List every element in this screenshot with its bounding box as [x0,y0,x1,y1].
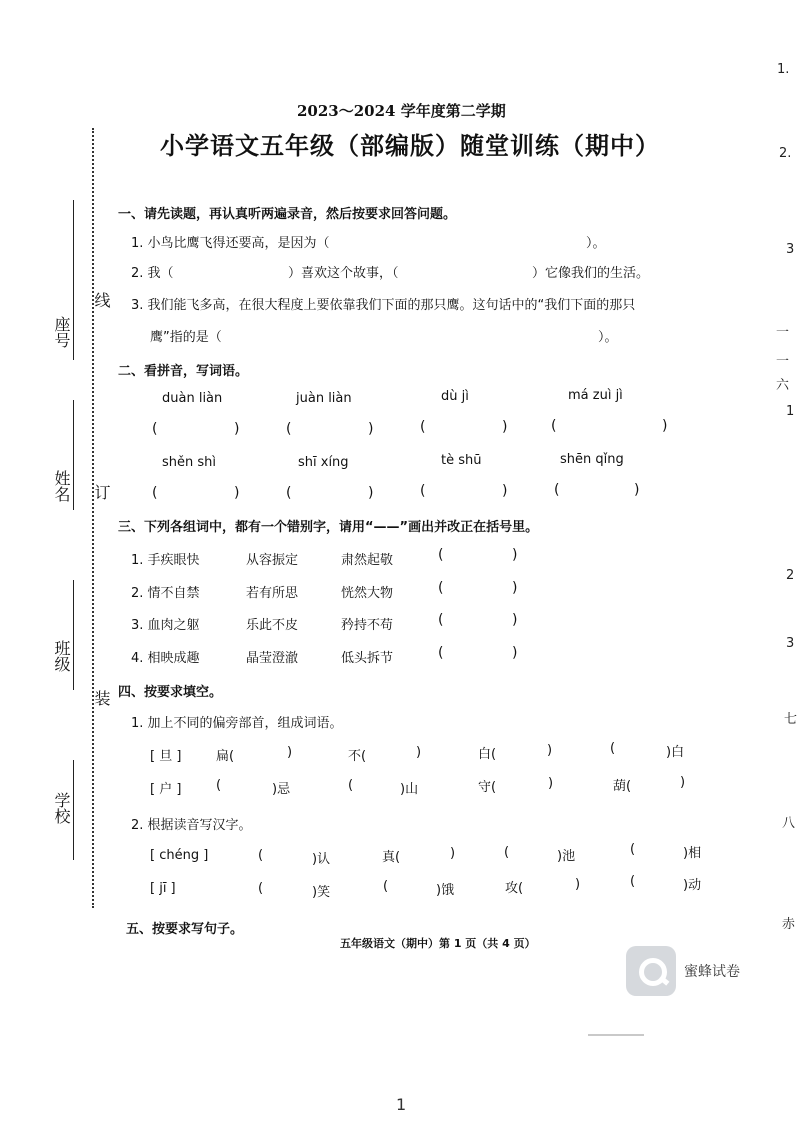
ji-b: ( [383,879,389,894]
edge-mark: 七 [784,712,797,727]
q2-part-c: ）它像我们的生活。 [532,266,650,281]
sound-cheng-label: [ chéng ] [150,848,209,863]
answer-paren-close: ) [502,483,508,499]
cheng-d: ( [630,842,636,857]
word-group-3-w3: 矜持不苟 [341,618,394,633]
answer-paren-close: ) [512,580,518,596]
q2-part-b: ）喜欢这个故事，（ [288,266,399,281]
section-3-heading: 三、下列各组词中，都有一个错别字，请用“——”画出并改正在括号里。 [118,520,539,535]
word-group-4: 4. 相映成趣 [131,651,200,666]
edge-mark: 1 [786,404,795,419]
cheng-d2: )相 [683,846,702,861]
edge-mark: 2 [786,568,795,583]
section-5-heading: 五、按要求写句子。 [126,922,244,937]
pinyin-4: má zuì jì [568,388,623,403]
q1-text: 1. 小鸟比鹰飞得还要高，是因为（ [131,236,330,251]
answer-paren-close: ) [512,612,518,628]
cheng-c: ( [504,845,510,860]
section-2-heading: 二、看拼音，写词语。 [118,364,249,379]
radical-hu-label: [ 户 ] [150,782,182,797]
pinyin-8: shēn qǐng [560,452,624,467]
hu-a2: )忌 [272,782,291,797]
answer-paren-open: ( [420,483,426,499]
answer-paren-close: ) [662,418,668,434]
answer-paren-open: ( [152,421,158,437]
school-underline [73,760,74,860]
pinyin-1: duàn liàn [162,391,223,406]
edge-mark: 一 [776,354,790,369]
scan-smudge [588,1034,644,1036]
answer-paren-close: ) [234,485,240,501]
edge-mark: 2. [779,146,792,161]
pinyin-2: juàn liàn [296,391,352,406]
word-group-3: 3. 血肉之躯 [131,618,200,633]
q3-end: ）。 [598,330,618,345]
ji-a2: )笑 [312,885,331,900]
seat-underline [73,200,74,360]
hu-b: ( [348,778,354,793]
answer-paren-open: ( [554,482,560,498]
section-1-heading: 一、请先读题，再认真听两遍录音，然后按要求回答问题。 [118,207,457,222]
brand-name: 蜜蜂试卷 [684,964,740,980]
edge-mark: 3 [786,636,795,651]
ji-d2: )动 [683,878,702,893]
cheng-b2: ) [450,846,456,861]
radical-dan-label: [ 旦 ] [150,749,182,764]
hu-c2: ) [548,776,554,791]
answer-paren-open: ( [152,485,158,501]
ji-d: ( [630,874,636,889]
dan-a: 扁( [216,749,235,764]
dan-c: 白( [478,747,497,762]
answer-paren-open: ( [420,419,426,435]
section-4-sub-2: 2. 根据读音写汉字。 [131,818,252,833]
pinyin-7: tè shū [441,453,482,468]
dan-d2: )白 [666,745,685,760]
q1-end: ）。 [586,236,606,251]
cheng-a2: )认 [312,852,331,867]
answer-paren-open: ( [438,580,444,596]
cheng-c2: )池 [557,849,576,864]
ji-c2: ) [575,877,581,892]
answer-paren-close: ) [512,645,518,661]
pinyin-6: shī xíng [298,455,349,470]
hu-c: 守( [478,780,497,795]
edge-mark: 一 [776,325,790,340]
seat-label: 座号 [52,316,71,348]
hu-b2: )山 [400,782,419,797]
ji-b2: )饿 [436,883,455,898]
edge-mark: 赤 [782,917,796,932]
page-info: 五年级语文（期中）第 1 页（共 4 页） [340,937,536,950]
dan-b2: ) [416,745,422,760]
edge-mark: 1. [777,62,790,77]
word-group-3-w2: 乐此不皮 [246,618,299,633]
binding-dotted-line [92,128,94,908]
answer-paren-close: ) [234,421,240,437]
class-label: 班级 [52,640,71,672]
xian-label: 线 [92,292,111,308]
sound-ji-label: [ jī ] [150,881,176,896]
word-group-1-w2: 从容振定 [246,553,299,568]
section-4-sub-1: 1. 加上不同的偏旁部首，组成词语。 [131,716,343,731]
ji-c: 攻( [505,881,524,896]
school-label: 学校 [52,792,71,824]
ji-a: ( [258,881,264,896]
hu-a: ( [216,778,222,793]
word-group-2-w3: 恍然大物 [341,586,394,601]
answer-paren-open: ( [438,645,444,661]
cheng-a: ( [258,848,264,863]
page-title: 小学语文五年级（部编版）随堂训练（期中） [160,131,660,160]
answer-paren-open: ( [438,547,444,563]
answer-paren-open: ( [438,612,444,628]
word-group-1: 1. 手疾眼快 [131,553,200,568]
term-label: 2023～2024 学年度第二学期 [297,102,506,120]
pinyin-5: shěn shì [162,455,217,470]
dan-a2: ) [287,745,293,760]
answer-paren-close: ) [502,419,508,435]
dan-d: ( [610,741,616,756]
pinyin-3: dù jì [441,389,469,404]
answer-paren-open: ( [551,418,557,434]
ding-label: 订 [92,484,111,500]
word-group-2-w2: 若有所思 [246,586,299,601]
name-underline [73,400,74,510]
name-label: 姓名 [52,470,71,502]
cheng-b: 真( [382,850,401,865]
edge-mark: 六 [776,378,790,393]
q3-cont: 鹰”指的是（ [150,330,222,345]
edge-mark: 3 [786,242,795,257]
word-group-4-w2: 晶莹澄澈 [246,651,299,666]
hu-d: 葫( [613,779,632,794]
edge-mark: 八 [782,816,796,831]
word-group-4-w3: 低头拆节 [341,651,394,666]
q3-text: 3. 我们能飞多高，在很大程度上要依靠我们下面的那只鹰。这句话中的“我们下面的那只 [131,298,636,313]
answer-paren-open: ( [286,421,292,437]
q2-part-a: 2. 我（ [131,266,174,281]
answer-paren-close: ) [368,485,374,501]
answer-paren-close: ) [368,421,374,437]
word-group-2: 2. 情不自禁 [131,586,200,601]
page-number: 1 [396,1095,407,1114]
answer-paren-open: ( [286,485,292,501]
dan-b: 不( [348,749,367,764]
class-underline [73,580,74,690]
dan-c2: ) [547,743,553,758]
answer-paren-close: ) [512,547,518,563]
word-group-1-w3: 肃然起敬 [341,553,394,568]
hu-d2: ) [680,775,686,790]
zhuang-label: 装 [92,690,111,706]
section-4-heading: 四、按要求填空。 [118,685,223,700]
answer-paren-close: ) [634,482,640,498]
